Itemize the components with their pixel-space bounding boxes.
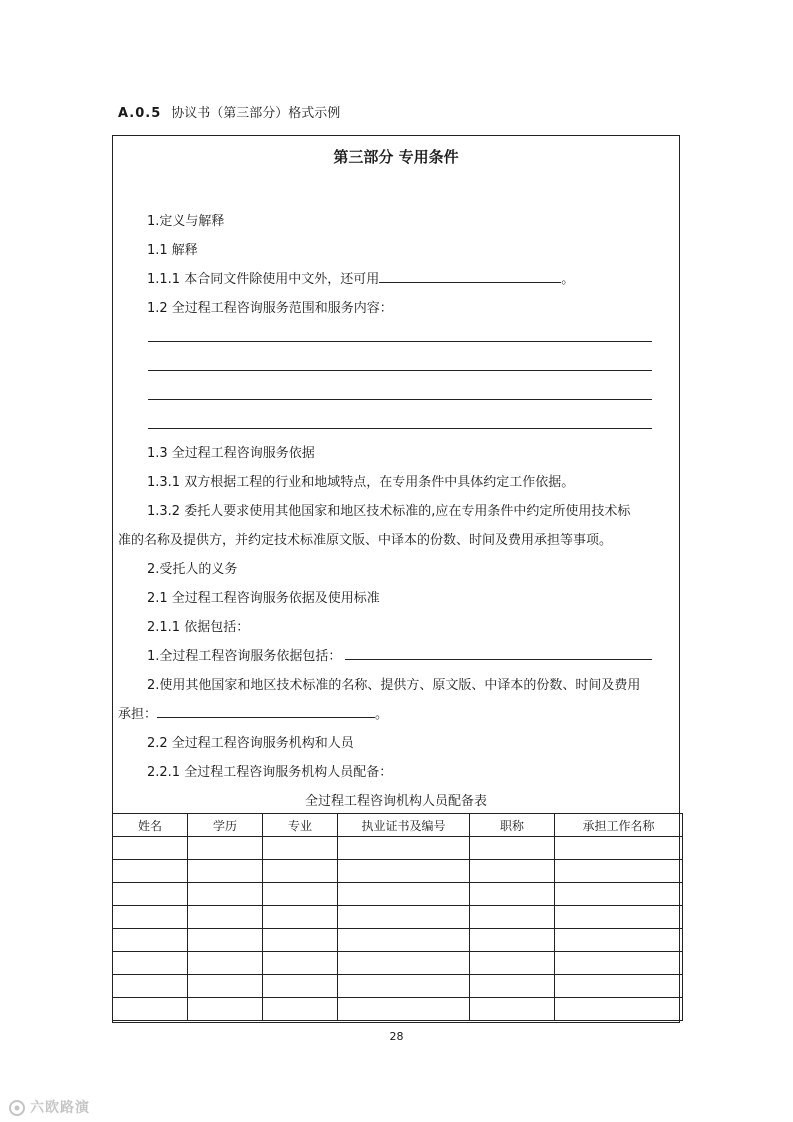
table-cell[interactable] bbox=[555, 906, 683, 929]
clause-2: 2.受托人的义务 bbox=[147, 562, 238, 577]
table-cell[interactable] bbox=[263, 952, 338, 975]
clause-1: 1.定义与解释 bbox=[147, 214, 225, 229]
column-header-work: 承担工作名称 bbox=[555, 814, 683, 837]
table-cell[interactable] bbox=[338, 837, 470, 860]
language-blank-field[interactable] bbox=[379, 269, 561, 283]
table-cell[interactable] bbox=[113, 929, 188, 952]
clause-2-2: 2.2 全过程工程咨询服务机构和人员 bbox=[147, 736, 354, 751]
watermark bbox=[8, 1097, 90, 1117]
item-1-text: 1.全过程工程咨询服务依据包括： bbox=[147, 649, 342, 664]
table-cell[interactable] bbox=[113, 952, 188, 975]
clause-1-1: 1.1 解释 bbox=[147, 243, 198, 258]
table-cell[interactable] bbox=[263, 837, 338, 860]
table-row bbox=[113, 906, 683, 929]
table-cell[interactable] bbox=[338, 975, 470, 998]
table-cell[interactable] bbox=[188, 998, 263, 1021]
table-cell[interactable] bbox=[338, 883, 470, 906]
table-cell[interactable] bbox=[470, 998, 555, 1021]
clause-2-1-1: 2.1.1 依据包括： bbox=[147, 620, 250, 635]
scope-blank-line[interactable] bbox=[148, 428, 652, 429]
table-cell[interactable] bbox=[470, 975, 555, 998]
clause-1-3: 1.3 全过程工程咨询服务依据 bbox=[147, 446, 315, 461]
table-cell[interactable] bbox=[263, 860, 338, 883]
item-2-line2 bbox=[118, 703, 388, 722]
clause-2-1: 2.1 全过程工程咨询服务依据及使用标准 bbox=[147, 591, 380, 606]
table-cell[interactable] bbox=[188, 929, 263, 952]
standards-blank-field[interactable] bbox=[157, 704, 375, 718]
table-cell[interactable] bbox=[555, 883, 683, 906]
section-heading bbox=[118, 102, 340, 121]
table-cell[interactable] bbox=[338, 929, 470, 952]
table-cell[interactable] bbox=[338, 998, 470, 1021]
table-cell[interactable] bbox=[338, 906, 470, 929]
table-row bbox=[113, 837, 683, 860]
form-title: 第三部分 专用条件 bbox=[333, 148, 459, 166]
clause-2-2-1: 2.2.1 全过程工程咨询服务机构人员配备： bbox=[147, 765, 393, 780]
table-cell[interactable] bbox=[470, 952, 555, 975]
table-cell[interactable] bbox=[113, 906, 188, 929]
table-row bbox=[113, 975, 683, 998]
clause-1-2: 1.2 全过程工程咨询服务范围和服务内容： bbox=[147, 301, 393, 316]
column-header-education: 学历 bbox=[188, 814, 263, 837]
item-2-line1: 2.使用其他国家和地区技术标准的名称、提供方、原文版、中译本的份数、时间及费用 bbox=[147, 678, 641, 693]
clause-1-1-1-period: 。 bbox=[561, 272, 575, 287]
column-header-title: 职称 bbox=[470, 814, 555, 837]
table-cell[interactable] bbox=[470, 906, 555, 929]
table-cell[interactable] bbox=[470, 929, 555, 952]
scope-blank-line[interactable] bbox=[148, 341, 652, 342]
watermark-text: 六欧路演 bbox=[30, 1100, 90, 1116]
table-cell[interactable] bbox=[555, 929, 683, 952]
table-cell[interactable] bbox=[188, 952, 263, 975]
scope-blank-line[interactable] bbox=[148, 399, 652, 400]
table-cell[interactable] bbox=[113, 860, 188, 883]
clause-1-3-2-line1: 1.3.2 委托人要求使用其他国家和地区技术标准的,应在专用条件中约定所使用技术标 bbox=[147, 504, 631, 519]
table-cell[interactable] bbox=[555, 837, 683, 860]
table-cell[interactable] bbox=[263, 883, 338, 906]
section-title: 协议书（第三部分）格式示例 bbox=[171, 106, 341, 121]
table-row bbox=[113, 883, 683, 906]
clause-1-3-1: 1.3.1 双方根据工程的行业和地域特点，在专用条件中具体约定工作依据。 bbox=[147, 475, 575, 490]
table-cell[interactable] bbox=[113, 998, 188, 1021]
clause-1-3-2-line2: 准的名称及提供方，并约定技术标准原文版、中译本的份数、时间及费用承担等事项。 bbox=[118, 533, 613, 548]
table-cell[interactable] bbox=[263, 906, 338, 929]
table-cell[interactable] bbox=[338, 952, 470, 975]
table-cell[interactable] bbox=[470, 883, 555, 906]
table-cell[interactable] bbox=[113, 837, 188, 860]
item-2-period: 。 bbox=[375, 707, 389, 722]
table-cell[interactable] bbox=[555, 952, 683, 975]
column-header-certificate: 执业证书及编号 bbox=[338, 814, 470, 837]
clause-1-1-1-text: 1.1.1 本合同文件除使用中文外，还可用 bbox=[147, 272, 380, 287]
table-row bbox=[113, 929, 683, 952]
table-cell[interactable] bbox=[113, 883, 188, 906]
table-cell[interactable] bbox=[555, 860, 683, 883]
table-cell[interactable] bbox=[555, 975, 683, 998]
table-cell[interactable] bbox=[555, 998, 683, 1021]
table-cell[interactable] bbox=[188, 837, 263, 860]
item-1 bbox=[147, 645, 652, 664]
item-2-text: 承担： bbox=[118, 707, 158, 722]
table-cell[interactable] bbox=[263, 929, 338, 952]
staff-table bbox=[112, 813, 683, 1021]
section-code: A.0.5 bbox=[118, 106, 162, 121]
table-cell[interactable] bbox=[263, 975, 338, 998]
basis-blank-field[interactable] bbox=[345, 646, 652, 660]
table-cell[interactable] bbox=[188, 883, 263, 906]
table-caption: 全过程工程咨询机构人员配备表 bbox=[304, 794, 487, 809]
table-cell[interactable] bbox=[188, 906, 263, 929]
table-header-row bbox=[113, 814, 683, 837]
table-cell[interactable] bbox=[338, 860, 470, 883]
page-number: 28 bbox=[389, 1030, 404, 1043]
clause-1-1-1 bbox=[147, 268, 574, 287]
table-cell[interactable] bbox=[470, 860, 555, 883]
table-cell[interactable] bbox=[263, 998, 338, 1021]
table-cell[interactable] bbox=[188, 975, 263, 998]
table-row bbox=[113, 998, 683, 1021]
scope-blank-line[interactable] bbox=[148, 370, 652, 371]
table-cell[interactable] bbox=[188, 860, 263, 883]
table-cell[interactable] bbox=[470, 837, 555, 860]
table-row bbox=[113, 860, 683, 883]
watermark-logo-icon bbox=[8, 1099, 26, 1117]
column-header-name: 姓名 bbox=[113, 814, 188, 837]
table-row bbox=[113, 952, 683, 975]
table-cell[interactable] bbox=[113, 975, 188, 998]
column-header-major: 专业 bbox=[263, 814, 338, 837]
